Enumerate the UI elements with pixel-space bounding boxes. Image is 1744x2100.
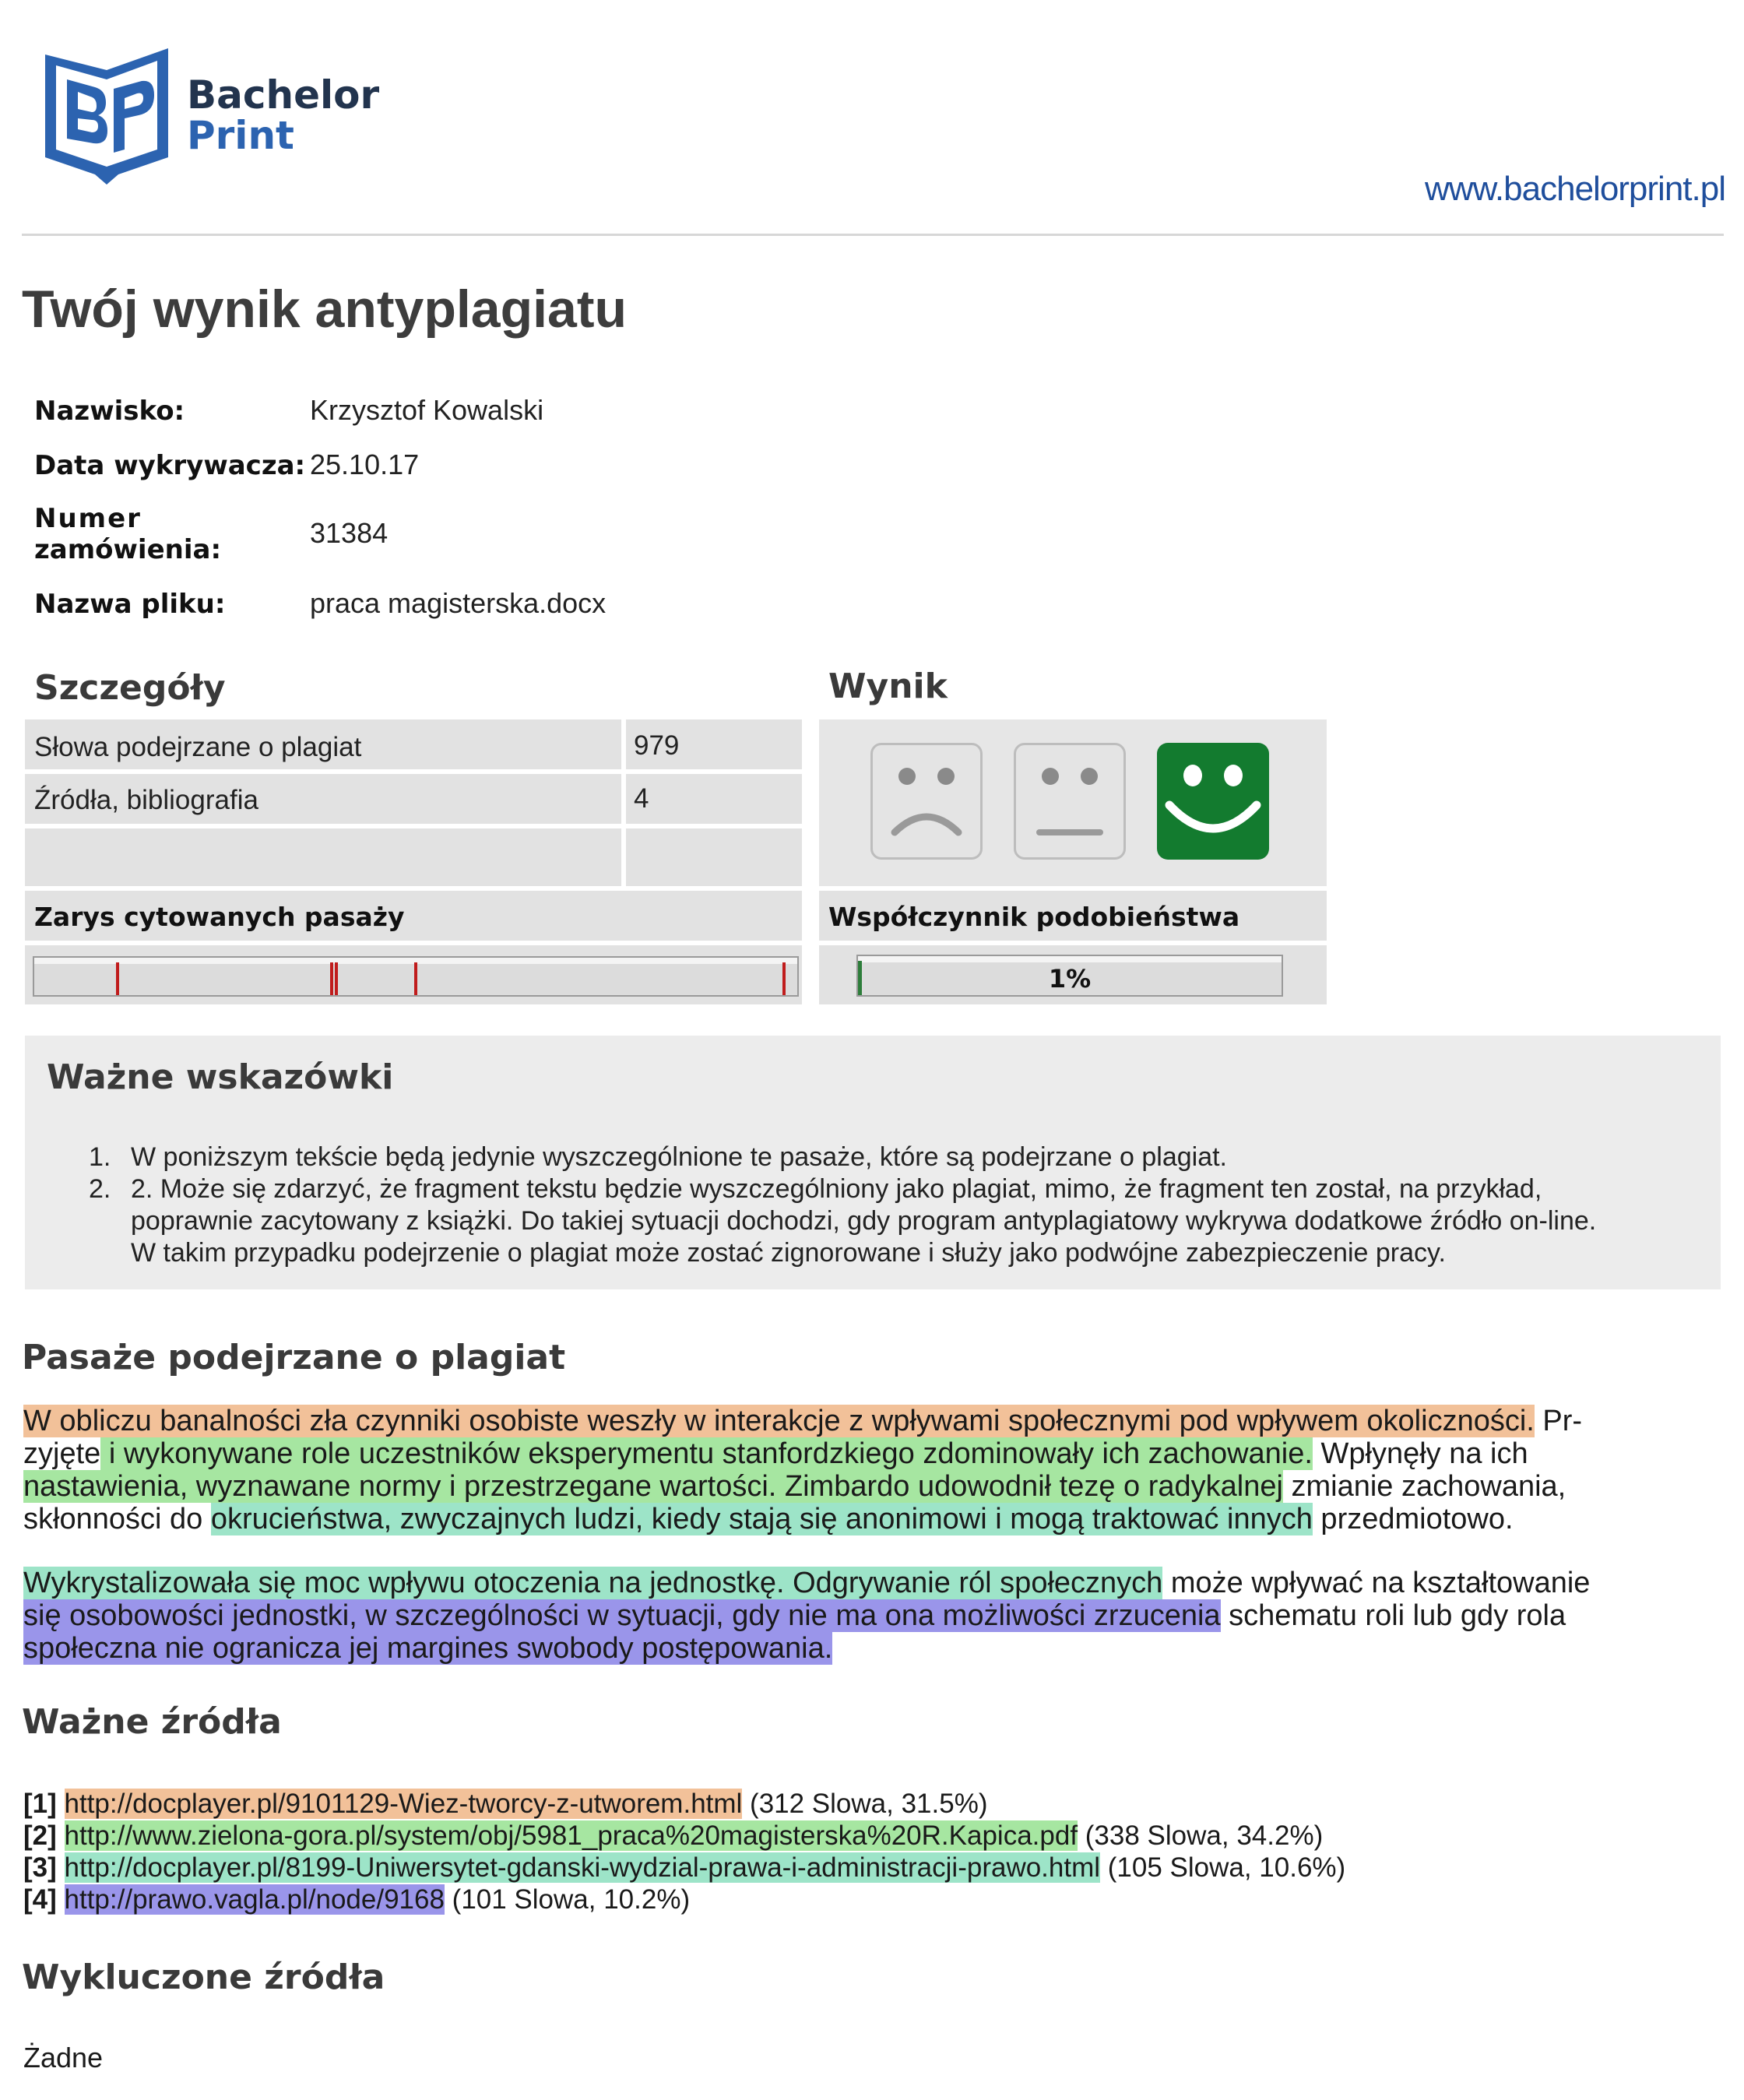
note-2-line-2: poprawnie zacytowany z książki. Do takiej sytuacji dochodzi, gdy program antyplagiatowy wykrywa dodatkowe źródło on-line.: [131, 1206, 1597, 1236]
logo-line-2: Print: [187, 113, 294, 158]
order-label-line1: Numer: [34, 503, 142, 534]
source-4: [23, 1884, 690, 1915]
source-2-stats: (338 Slowa, 34.2%): [1078, 1820, 1324, 1851]
surname-value: Krzysztof Kowalski: [310, 394, 544, 426]
source-3-stats: (105 Slowa, 10.6%): [1100, 1852, 1346, 1883]
suspect-words-label: Słowa podejrzane o plagiat: [34, 732, 362, 762]
passage-1-plain-2: zyjęte: [23, 1437, 101, 1470]
cited-passages-outline-bar: [33, 956, 799, 997]
outline-tick-5: [782, 962, 786, 995]
source-2-ref: [2]: [23, 1820, 57, 1851]
passage-1-fragment-source-1: W obliczu banalności zła czynniki osobiste weszły w interakcje z wpływami społecznymi pod wpływem okoliczności.: [23, 1405, 1535, 1437]
passage-2: [23, 1567, 1728, 1665]
passage-2-plain-1: może wpływać na kształtowanie: [1162, 1567, 1591, 1599]
similarity-progress-bar: [856, 955, 1283, 997]
details-row-2-value-cell: [626, 774, 802, 824]
passage-1-fragment-source-3: okrucieństwa, zwyczajnych ludzi, kiedy stają się anonimowi i mogą traktować innych: [210, 1503, 1313, 1535]
details-heading: Szczegóły: [34, 668, 226, 708]
note-2-line-1: 2. Może się zdarzyć, że fragment tekstu będzie wyszczególniony jako plagiat, mimo, że fragment ten został, na przykład,: [131, 1174, 1542, 1204]
source-1-url[interactable]: http://docplayer.pl/9101129-Wiez-tworcy-z-utworem.html: [64, 1789, 743, 1819]
passages-heading: Pasaże podejrzane o plagiat: [22, 1338, 566, 1377]
sources-count-value: 4: [634, 783, 649, 814]
bachelor-print-logo-icon: [40, 40, 173, 185]
similarity-label: Współczynnik podobieństwa: [828, 902, 1240, 932]
excluded-value: Żadne: [23, 2042, 104, 2074]
logo-wordmark: [187, 72, 380, 158]
similarity-value: 1%: [1048, 964, 1092, 994]
passage-1-plain-1: Pr-: [1534, 1405, 1583, 1437]
neutral-face-icon: [1014, 743, 1126, 860]
source-1-ref: [1]: [23, 1789, 57, 1819]
passage-1-plain-4: zmianie zachowania,: [1282, 1470, 1566, 1503]
date-label: Data wykrywacza:: [34, 450, 306, 481]
passage-2-fragment-source-4b: społeczna nie ogranicza jej margines swobody postępowania.: [23, 1632, 833, 1665]
source-4-url[interactable]: http://prawo.vagla.pl/node/9168: [64, 1884, 445, 1915]
source-2: [23, 1820, 1323, 1852]
suspect-words-value: 979: [634, 730, 680, 761]
outline-tick-2: [330, 962, 333, 995]
source-4-ref: [4]: [23, 1884, 57, 1915]
passage-1: [23, 1405, 1728, 1535]
sad-face-icon: [870, 743, 983, 860]
outline-tick-1: [116, 962, 119, 995]
outline-tick-3: [335, 962, 338, 995]
passage-1-plain-3: Wpłynęły na ich: [1312, 1437, 1528, 1470]
passage-1-plain-5: skłonności do: [23, 1503, 211, 1535]
passage-2-plain-2: schematu roli lub gdy rola: [1220, 1599, 1566, 1632]
details-empty-cell-left: [25, 828, 621, 886]
result-heading: Wynik: [828, 667, 948, 706]
details-empty-cell-right: [626, 828, 802, 886]
logo-line-1: Bachelor: [187, 72, 380, 118]
order-label-line2: zamówienia:: [34, 534, 222, 565]
sources-count-label: Źródła, bibliografia: [34, 785, 258, 815]
page-title: Twój wynik antyplagiatu: [22, 280, 628, 339]
file-label: Nazwa pliku:: [34, 589, 226, 620]
order-value: 31384: [310, 517, 389, 549]
source-4-stats: (101 Slowa, 10.2%): [444, 1884, 691, 1915]
note-2-line-3: W takim przypadku podejrzenie o plagiat może zostać zignorowane i służy jako podwójne zabezpieczenie pracy.: [131, 1238, 1446, 1268]
outline-label: Zarys cytowanych pasaży: [34, 902, 405, 932]
source-3: [23, 1852, 1345, 1884]
header-divider: [22, 234, 1724, 236]
surname-label: Nazwisko:: [34, 396, 185, 427]
date-value: 25.10.17: [310, 448, 420, 480]
passage-2-fragment-source-3: Wykrystalizowała się moc wpływu otoczenia na jednostkę. Odgrywanie ról społecznych: [23, 1567, 1163, 1599]
passage-2-fragment-source-4a: się osobowości jednostki, w szczególności w sytuacji, gdy nie ma ona możliwości zrzucenia: [23, 1599, 1221, 1632]
note-1-number: 1.: [89, 1142, 111, 1172]
passage-1-fragment-source-2b: nastawienia, wyznawane normy i przestrzegane wartości. Zimbardo udowodnił tezę o radykalnej: [23, 1470, 1283, 1503]
notes-heading: Ważne wskazówki: [47, 1057, 394, 1097]
website-link[interactable]: www.bachelorprint.pl: [1425, 170, 1725, 208]
file-value: praca magisterska.docx: [310, 587, 607, 619]
sources-heading: Ważne źródła: [22, 1702, 282, 1742]
happy-face-icon: [1157, 743, 1269, 860]
source-3-ref: [3]: [23, 1852, 57, 1883]
excluded-heading: Wykluczone źródła: [22, 1958, 385, 1997]
passage-1-fragment-source-2a: i wykonywane role uczestników eksperymentu stanfordzkiego zdominowały ich zachowanie.: [100, 1437, 1313, 1470]
outline-tick-4: [414, 962, 417, 995]
source-1: [23, 1788, 987, 1820]
note-2-number: 2.: [89, 1174, 111, 1204]
note-1-text: W poniższym tekście będą jedynie wyszczególnione te pasaże, które są podejrzane o plagiat.: [131, 1142, 1227, 1172]
passage-1-plain-6: przedmiotowo.: [1312, 1503, 1514, 1535]
source-3-url[interactable]: http://docplayer.pl/8199-Uniwersytet-gdanski-wydzial-prawa-i-administracji-prawo.html: [64, 1852, 1101, 1883]
source-2-url[interactable]: http://www.zielona-gora.pl/system/obj/5981_praca%20magisterska%20R.Kapica.pdf: [64, 1820, 1078, 1851]
source-1-stats: (312 Slowa, 31.5%): [742, 1789, 988, 1819]
